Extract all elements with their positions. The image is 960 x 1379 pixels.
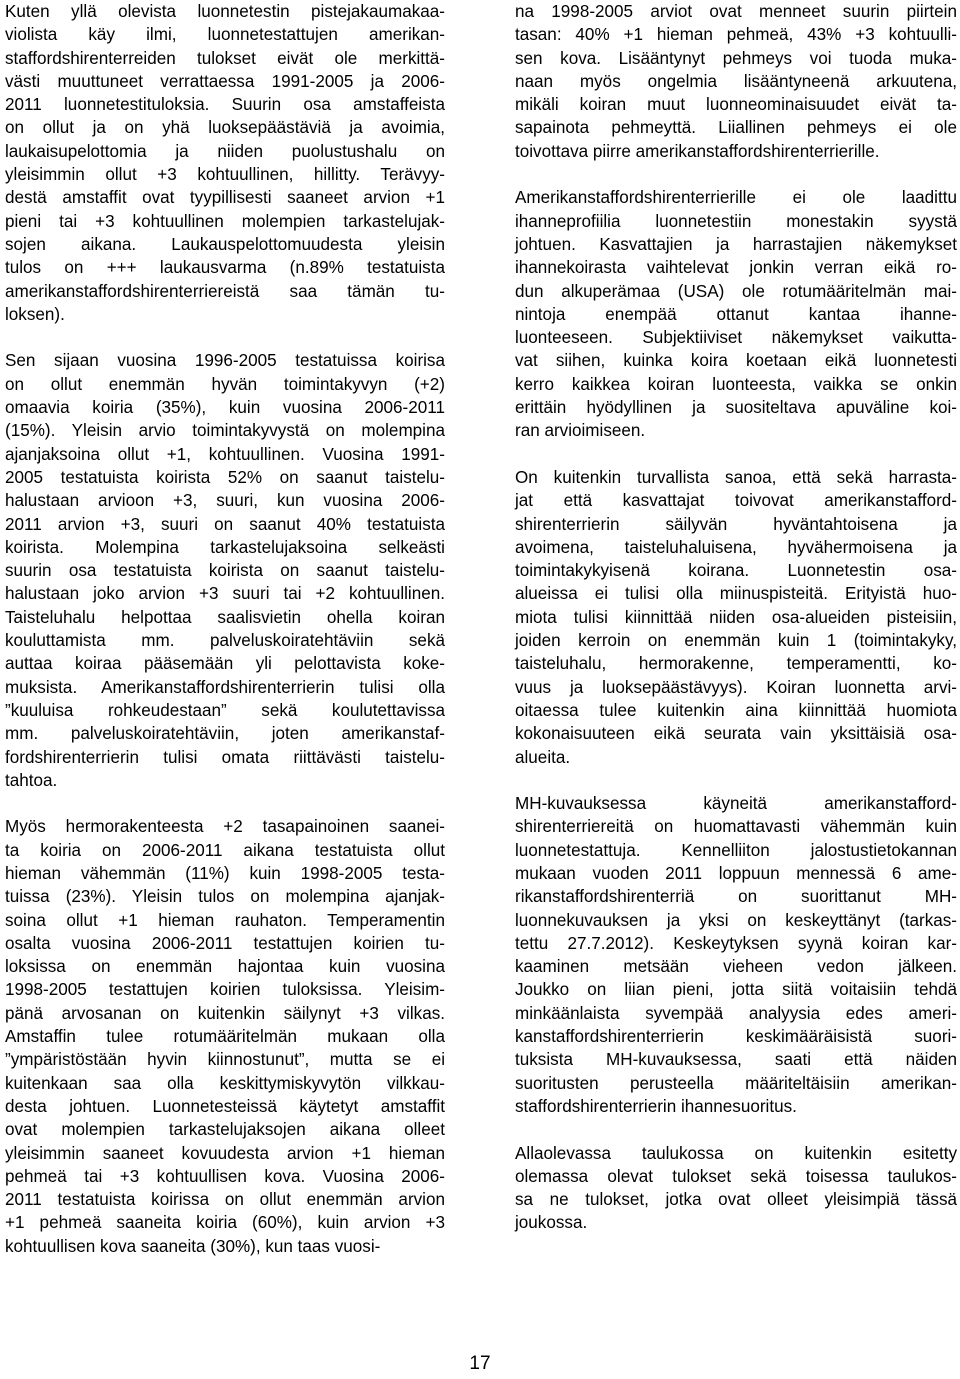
text-line: On kuitenkin turvallista sanoa, että sekä harrasta- — [515, 467, 957, 487]
text-line: shirenterriereitä on huomattavasti vähemmän kuin — [515, 817, 957, 837]
text-line: luonteeseen. Subjektiiviset näkemykset vaikutta- — [515, 328, 957, 348]
text-line: (15%). Yleisin arvio toimintakyvystä on molempina — [5, 421, 445, 441]
text-line: alueissa ei tulisi olla miinuspisteitä. Erityistä huo- — [515, 584, 957, 604]
text-line: kohtuullisen kova saaneita (30%), kun taas vuosi- — [5, 1236, 381, 1256]
text-line: Sen sijaan vuosina 1996-2005 testatuissa koirisa — [5, 351, 445, 371]
text-line: +1 pehmeä saaneita koiria (60%), kuin arvion +3 — [5, 1213, 445, 1233]
paragraph — [5, 0, 445, 326]
text-line: vat siihen, kuinka koira koetaan eikä luonnetesti — [515, 351, 957, 371]
text-line: hieman vähemmän (11%) kuin 1998-2005 testa- — [5, 863, 445, 883]
paragraph-gap — [515, 163, 957, 186]
text-line: sa ne tulokset, jotka ovat olleet yleisimpiä tässä — [515, 1190, 957, 1210]
text-line: naan myös ongelmia lisääntyneenä arkuutena, — [515, 71, 957, 91]
text-line: kokonaisuuteen eikä seurata vain yksittäisiä osa- — [515, 724, 957, 744]
text-line: koirista. Molempina tarkastelujaksoina selkeästi — [5, 537, 445, 557]
text-line: halustaan arvioon +3, suuri, kun vuosina 2006- — [5, 491, 445, 511]
text-line: ihannekoirasta vaihtelevat jonkin verran eikä ro- — [515, 258, 957, 278]
text-line: ”kuuluisa rohkeudestaan” sekä koulutettavissa — [5, 700, 445, 720]
paragraph — [515, 466, 957, 769]
text-line: destä amstaffit ovat tyypillisesti saaneet arvion +1 — [5, 188, 445, 208]
paragraph-gap — [5, 326, 445, 349]
text-line: Allaolevassa taulukossa on kuitenkin esitetty — [515, 1143, 957, 1163]
text-line: avoimena, taisteluhaluisena, hyvähermoisena ja — [515, 537, 957, 557]
text-line: sen kova. Lisääntynyt pehmeys voi tuoda muka- — [515, 48, 957, 68]
text-line: johtuen. Kasvattajien ja harrastajien näkemykset — [515, 234, 957, 254]
text-line: minkäänlaista syvempää analyysia edes ameri- — [515, 1003, 957, 1023]
text-line: ran arvioimiseen. — [515, 421, 646, 441]
text-line: Myös hermorakenteesta +2 tasapainoinen saanei- — [5, 817, 445, 837]
text-line: pieni tai +3 kohtuullinen molempien tarkastelujak- — [5, 211, 445, 231]
text-line: tuksista MH-kuvauksessa, saati että näiden — [515, 1050, 957, 1070]
text-line: sapainota pehmeyttä. Liiallinen pehmeys ei ole — [515, 118, 957, 138]
text-line: auttaa koiraa pääsemään yli pelottavista koke- — [5, 654, 445, 674]
text-line: sojen aikana. Laukauspelottomuudesta yleisin — [5, 234, 445, 254]
text-line: yleisimmin ollut +3 kohtuullinen, hillitty. Terävyy- — [5, 165, 445, 185]
paragraph — [5, 349, 445, 792]
text-line: 2005 testatuista koirista 52% on saanut taistelu- — [5, 467, 445, 487]
text-line: tasan: 40% +1 hieman pehmeä, 43% +3 kohtuulli- — [515, 25, 957, 45]
paragraph — [5, 815, 445, 1258]
text-line: taisteluhalu, hermorakenne, temperamentti, ko- — [515, 654, 957, 674]
paragraph — [515, 0, 957, 163]
paragraph — [515, 792, 957, 1118]
paragraph-gap — [5, 792, 445, 815]
paragraph-gap — [515, 769, 957, 792]
text-line: na 1998-2005 arviot ovat menneet suurin piirtein — [515, 2, 957, 21]
text-line: alueita. — [515, 747, 571, 767]
text-line: toivottava piirre amerikanstaffordshirenterrierille. — [515, 141, 880, 161]
text-line: nintoja enempää ottanut kantaa ihanne- — [515, 304, 957, 324]
text-line: joiden kerroin on enemmän kuin 1 (toimintakyky, — [515, 631, 957, 651]
text-line: toimintakykyisenä koirana. Luonnetestin osa- — [515, 561, 957, 581]
text-line: kaaminen metsään vieheen vedon jälkeen. — [515, 957, 957, 977]
paragraph — [515, 186, 957, 442]
text-line: jat että kasvattajat toivovat amerikanstafford- — [515, 491, 957, 511]
text-line: loksissa on enemmän hajontaa kuin vuosina — [5, 957, 445, 977]
text-line: kerro kaikkea koiran luonteesta, vaikka se onkin — [515, 374, 957, 394]
page-number: 17 — [469, 1353, 491, 1374]
text-line: rikanstaffordshirenterriä on suorittanut MH- — [515, 887, 957, 907]
text-line: luonnetestattuja. Kennelliiton jalostustietokannan — [515, 840, 957, 860]
text-line: ihanneprofiilia luonnetestiin monestakin syystä — [515, 211, 957, 231]
text-line: 1998-2005 testattujen koirien tuloksissa. Yleisim- — [5, 980, 445, 1000]
text-line: västi muuttuneet verrattaessa 1991-2005 ja 2006- — [5, 71, 445, 91]
text-line: muksista. Amerikanstaffordshirenterrierin tulisi olla — [5, 677, 445, 697]
text-line: miota tulisi kiinnittää niiden osa-alueiden pisteisiin, — [515, 607, 957, 627]
text-line: kanstaffordshirenterrierin keskimääräisistä suori- — [515, 1027, 957, 1047]
text-line: fordshirenterrierin tulisi omata riittävästi taistelu- — [5, 747, 445, 767]
text-line: mikäli koiran muut luonneominaisuudet eivät ta- — [515, 95, 957, 115]
text-line: on ollut enemmän hyvän toimintakyvyn (+2) — [5, 374, 445, 394]
paragraph-gap — [515, 443, 957, 466]
text-line: mm. palveluskoiratehtäviin, joten amerikanstaf- — [5, 724, 445, 744]
text-line: Amstaffin tulee rotumääritelmän mukaan olla — [5, 1027, 445, 1047]
text-line: vuus ja luoksepäästävyys). Koiran luonnetta arvi- — [515, 677, 957, 697]
text-line: 2011 arvion +3, suuri on saanut 40% testatuista — [5, 514, 445, 534]
text-line: on ollut ja on yhä luoksepäästäviä ja avoimia, — [5, 118, 445, 138]
text-line: joukossa. — [515, 1213, 588, 1233]
text-line: staffordshirenterreiden tulokset eivät ole merkittä- — [5, 48, 445, 68]
text-line: pänä arvosanan on kuitenkin säilynyt +3 vilkas. — [5, 1003, 445, 1023]
text-line: ovat molempien tarkastelujaksojen aikana olleet — [5, 1120, 445, 1140]
text-line: laukaisupelottomia ja niiden puolustushalu on — [5, 141, 445, 161]
text-line: halustaan joko arvion +3 suuri tai +2 kohtuullinen. — [5, 584, 445, 604]
text-line: luonnekuvauksen ja yksi on keskeyttänyt (tarkas- — [515, 910, 957, 930]
text-line: tuissa (23%). Yleisin tulos on molempina ajanjak- — [5, 887, 445, 907]
text-line: shirenterrierin säilyvän hyväntahtoisena ja — [515, 514, 957, 534]
text-line: 2011 testatuista koirissa on ollut enemmän arvion — [5, 1190, 445, 1210]
text-line: omaavia koiria (35%), kuin vuosina 2006-2011 — [5, 398, 445, 418]
text-line: soina ollut +1 hieman rauhaton. Temperamentin — [5, 910, 445, 930]
text-line: ajanjaksoina ollut +1, kohtuullinen. Vuosina 1991- — [5, 444, 445, 464]
text-line: violista käy ilmi, luonnetestattujen amerikan- — [5, 25, 445, 45]
text-line: tahtoa. — [5, 770, 58, 790]
text-line: Joukko on liian pieni, jotta siitä voitaisiin tehdä — [515, 980, 957, 1000]
text-line: desta johtuen. Luonnetesteissä käytetyt amstaffit — [5, 1096, 445, 1116]
text-line: mukaan vuoden 2011 loppuun mennessä 6 ame- — [515, 863, 957, 883]
text-line: Kuten yllä olevista luonnetestin pistejakaumakaa- — [5, 2, 445, 21]
text-line: osalta vuosina 2006-2011 testattujen koirien tu- — [5, 933, 445, 953]
text-line: ta koiria on 2006-2011 aikana testatuista ollut — [5, 840, 445, 860]
text-line: kouluttamista mm. palveluskoiratehtäviin sekä — [5, 631, 445, 651]
text-line: ”ympäristöstään hyvin kiinnostunut”, mutta se ei — [5, 1050, 445, 1070]
text-line: tettu 27.7.2012). Keskeytyksen syynä koiran kar- — [515, 933, 957, 953]
text-line: tulos on +++ laukausvarma (n.89% testatuista — [5, 258, 445, 278]
text-line: Taisteluhalu helpottaa saalisvietin ohella koiran — [5, 607, 445, 627]
text-line: 2011 luonnetestituloksia. Suurin osa amstaffeista — [5, 95, 445, 115]
paragraph — [515, 1142, 957, 1235]
text-line: erittäin hyödyllinen ja suositeltava apuväline koi- — [515, 398, 957, 418]
text-line: olemassa olevat tulokset sekä toisessa taulukos- — [515, 1166, 957, 1186]
text-line: yleisimmin saaneet kovuudesta arvion +1 hieman — [5, 1143, 445, 1163]
right-column — [515, 0, 957, 1235]
text-line: suurin osa testatuista koirista on saanut taistelu- — [5, 561, 445, 581]
text-line: amerikanstaffordshirenterriereistä saa tämän tu- — [5, 281, 445, 301]
text-line: staffordshirenterrierin ihannesuoritus. — [515, 1096, 797, 1116]
text-line: Amerikanstaffordshirenterrierille ei ole laadittu — [515, 188, 957, 208]
text-line: suoritusten perusteella määriteltäisiin amerikan- — [515, 1073, 957, 1093]
paragraph-gap — [515, 1118, 957, 1141]
text-line: dun alkuperämaa (USA) ole rotumääritelmän mai- — [515, 281, 957, 301]
left-column — [5, 0, 445, 1258]
text-line: pehmeä tai +3 kohtuullisen kova. Vuosina 2006- — [5, 1166, 445, 1186]
text-line: kuitenkaan saa olla keskittymiskyvytön vilkkau- — [5, 1073, 445, 1093]
text-line: loksen). — [5, 304, 65, 324]
text-line: MH-kuvauksessa käyneitä amerikanstafford- — [515, 794, 957, 814]
text-line: oitaessa tulee kuitenkin aina kiinnittää huomiota — [515, 700, 957, 720]
